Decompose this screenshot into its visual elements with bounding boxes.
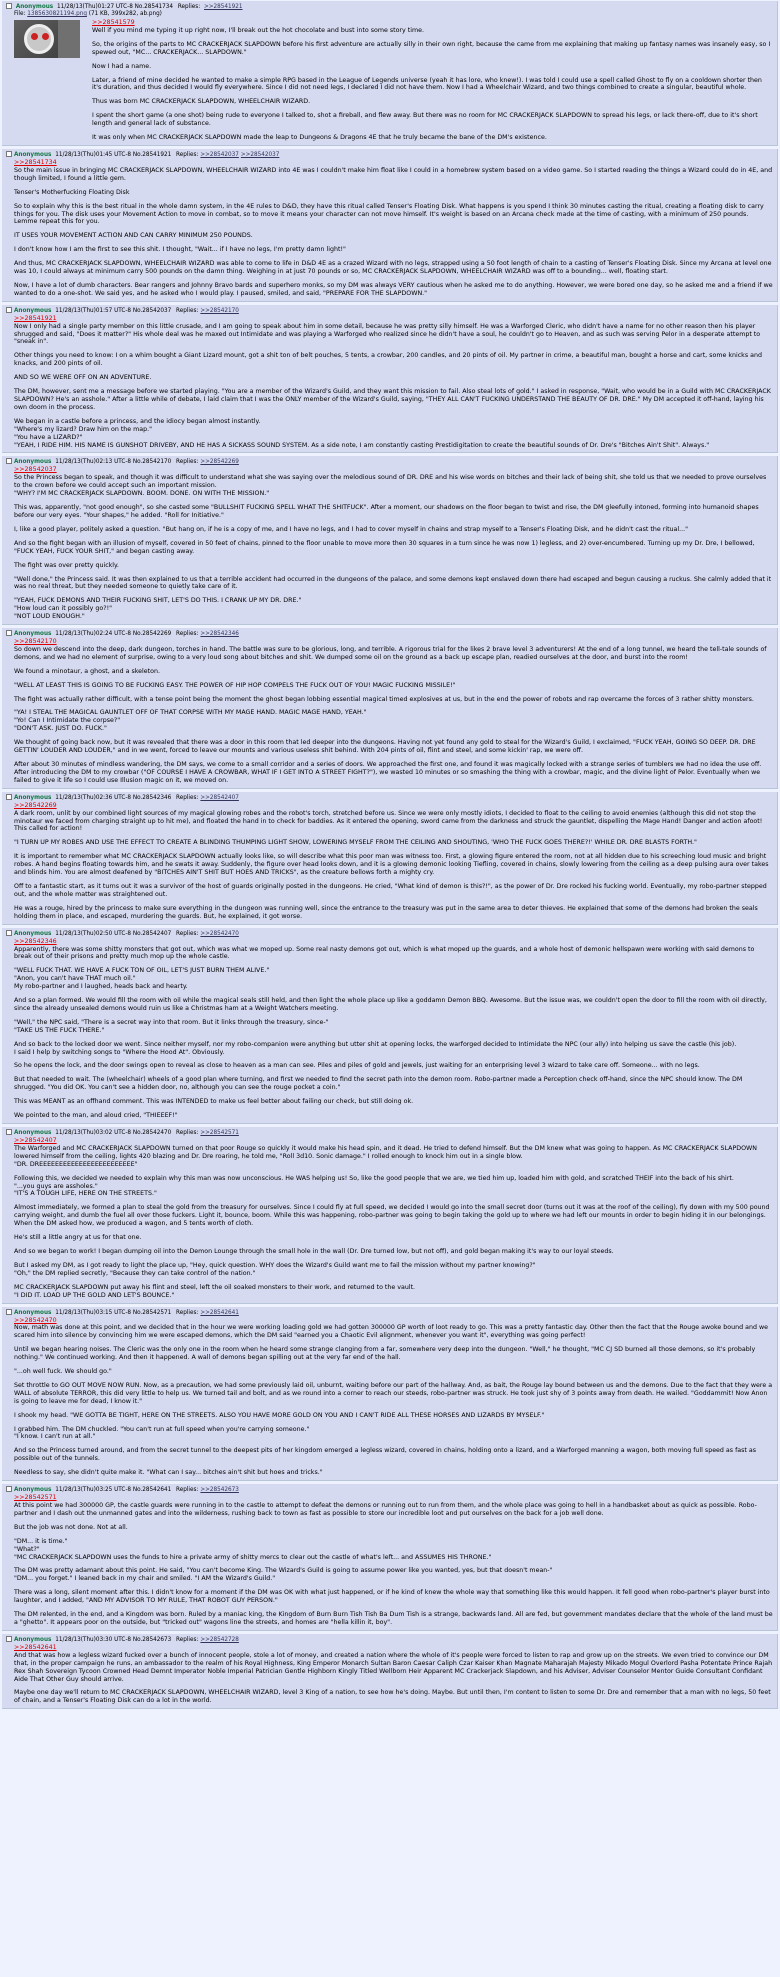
backlink[interactable]: >>28542037 (240, 151, 280, 158)
file-info (14, 11, 773, 18)
post-text-line: After about 30 minutes of mindless wandering, the DM says, we come to a small corridor and a series of doors. We approached the first one, and found it was magically locked with a strange series of tumblers we had no idea the use off. After introducing the DM to my crowbar ("OF COURSE I HAVE A CROWBAR, WHAT IF I GET INTO A STREET FIGHT?"), we wasted 10 minutes or so smashing the thing with a crowbar, magic, and the divine light of Pelor. Eventually when we failed to give it life so I could use Illusion magic on it, we moved on. (14, 761, 762, 784)
post-number[interactable]: No.28542571 (132, 1309, 172, 1316)
post-text-line: "You have a LIZARD?" (14, 433, 83, 441)
post-text-line: This was, apparently, "not good enough", so she casted some "BULLSHIT FUCKING SPELL WHAT THE SHITFUCK". After a moment, our shadows on the floor began to twist and rise, the DM gleefully intoned, forming into humanoid shapes before our very eyes. "Your shapes," he added. "Roll for Initiative." (14, 504, 759, 519)
replies-label: Replies: (176, 794, 199, 801)
backlink[interactable]: >>28542170 (200, 307, 239, 314)
post-paragraph (14, 739, 773, 755)
quote-link[interactable]: >>28541579 (92, 19, 135, 26)
post-text-line: And so a plan formed. We would fill the room with oil while the magical seals still held, and then light the whole place up like a goddamn Demon BBQ. Awesome. But the issue was, we couldn't open the door to fill the room with oil directly, since the already unsealed demons would ruin us like a Christmas ham at a Weight Watchers meeting. (14, 997, 767, 1012)
post-paragraph (14, 374, 773, 382)
post-text-line: "YEAH, I RIDE HIM. HIS NAME IS GUNSHOT DRIVEBY, AND HE HAS A SICKASS SOUND SYSTEM. As a side note, I am constantly casting Prestidigitation to create the beautiful sounds of Dr. Dre's "Bitches Ain't Shit". Always." (14, 441, 710, 449)
post-text-line: So the main issue in bringing MC CRACKERJACK SLAPDOWN, WHEELCHAIR WIZARD into 4E was I couldn't make him float like I could in a homebrew system based on a video game. So I started reading the things a Wizard could do in 4E, and though limited, I found a little gem. (14, 166, 773, 182)
post-text-line: "YEAH, FUCK DEMONS AND THEIR FUCKING SHIT, LET'S DO THIS. I CRANK UP MY DR. DRE." (14, 597, 302, 605)
replies-label: Replies: (176, 1130, 199, 1136)
post-text-line: "IT'S A TOUGH LIFE, HERE ON THE STREETS." (14, 1190, 157, 1198)
post-text-line: So he opens the lock, and the door swings open to reveal as close to heaven as a man can see. Piles and piles of gold and jewels, just waiting for an enterprising level 3 wizard to take care off. Someone... with no legs. (14, 1062, 700, 1070)
post-paragraph (14, 1062, 773, 1070)
post-text-line: Now I had a name. (92, 62, 152, 70)
quote-link[interactable]: >>28541734 (14, 158, 57, 166)
post-text-line: Well if you mind me typing it up right now, I'll break out the hot chocolate and bust into some story time. (92, 26, 424, 34)
post-date: 11/28/13(Thu)01:57 UTC-8 (55, 307, 132, 314)
post-text-line: And so the Princess turned around, and from the secret tunnel to the deepest pits of her kingdom emerged a legless wizard, covered in chains, holding onto a lizard, and a Warforged manning a wagon, both moving full speed as fast as possible out of the tunnels. (14, 1447, 757, 1463)
post-text-line: We began in a castle before a princess, and the idiocy began almost instantly. (14, 417, 261, 425)
post-text-line: So, the origins of the parts to MC CRACKERJACK SLAPDOWN before his first adventure are actually silly in their own right, because the came from me explaining that making up fantasy names was insanely easy, so I spewed out, "MC... CRACKERJACK... SLAPDOWN." (92, 40, 771, 56)
post-text-line: Set throttle to GO OUT MOVE NOW RUN. Now, as a precaution, we had some previously laid oil, unburnt, waiting before our part of the hallway. And, as bait, the Rouge lay bound between us and the demons. Due to the fact that they were a WALL of absolute TERROR, this did very little to help us. We turned tail and bolt, and as we round into a corner to reach our steeds, robo-partner was struck. He took just shy of 3 points away from death. He wailed. "Goddammit! Now Anon is going to leave me for dead, I know it." (14, 1381, 773, 1405)
post-text-line: "I DID IT. LOAD UP THE GOLD AND LET'S BOUNCE." (14, 1291, 175, 1299)
thumbnail-background-stripe (58, 20, 80, 58)
backlink[interactable]: >>28542037 (200, 151, 239, 158)
post-text-line: And thus, MC CRACKERJACK SLAPDOWN, WHEELCHAIR WIZARD was able to come to life in D&D 4E as a crazed Wizard with no legs, strapped using a 50 foot length of chain to a casting of Tenser's Floating Disk. Since my Arcana at level one was 10, I could always at minimum carry 500 pounds on the damn thing. Weighing in at just 70 pounds or so, MC CRACKERJACK SLAPDOWN, WHEELCHAIR WIZARD was off to a bounding... well, floating start. (14, 260, 772, 276)
post-text-line: I spent the short game (a one shot) being rude to everyone I talked to, shot a fireball, and flew away. But there was no room for MC CRACKERJACK SLAPDOWN to spread his legs, or lack there-off, due to it's short length and general lack of substance. (92, 112, 758, 128)
post-text-line: "NOT LOUD ENOUGH." (14, 613, 85, 621)
post-text-line: He's still a little angry at us for that one. (14, 1234, 142, 1242)
post-paragraph (14, 853, 773, 877)
post-paragraph (14, 189, 773, 197)
post-text-line: Off to a fantastic start, as it turns out it was a survivor of the host of guards originally posted in the dungeons. He cried, "What kind of demon is this?!", as the power of Dr. Dre rocked his fucking world. Eventually, my robo-partner stepped out, and the whole matter was straightened out. (14, 882, 767, 898)
poster-name: Anonymous (14, 794, 52, 801)
post-body (92, 19, 773, 142)
post-header (6, 1309, 773, 1317)
post-number[interactable]: No.28542470 (132, 1130, 172, 1136)
backlink[interactable]: >>28542407 (200, 794, 239, 801)
post-text-line: "Oh," the DM replied secretly, "Because they can take control of the nation." (14, 1269, 256, 1277)
post-paragraph (14, 1589, 773, 1605)
post-select-checkbox[interactable] (6, 1129, 12, 1135)
file-link[interactable]: 1385630821194.png (27, 11, 87, 17)
replies-label: Replies: (176, 307, 199, 314)
post-text-line: And that was how a legless wizard fucked over a bunch of innocent people, stole a lot of money, and created a nation where the whole of it's people were forced to listen to rap and grow up on the streets. We even tried to convince our DM that, in the proper campaign he runs, an ambassador to the realm of his Royal Highness, King Emperor Monarch Sultan Baron Caesar Caliph Czar Kaiser Khan Magnate Maharajah Majesty Mikado Mogul Overlord Pasha Potentate Prince Rajah Rex Shah Sovereign Tycoon Crowned Head Demnt Imperator Noble Imperial Patrician Gentle Highborn Kingly Titled Wellborn Heir Apparent MC Crackerjack Slapdown, and his Adviser, Adviser Counselor Mentor Guide Consultant Confidant Aide That Other Guy should arrive. (14, 1651, 773, 1683)
backlink[interactable]: >>28542641 (200, 1309, 239, 1316)
replies-label: Replies: (176, 151, 199, 158)
post-paragraph (14, 1019, 773, 1035)
quote-link[interactable]: >>28541921 (14, 314, 57, 322)
post-text-line: Other things you need to know: I on a whim bought a Giant Lizard mount, got a shit ton of belt pouches, 5 tents, a crowbar, 200 candles, and 20 pints of oil. My partner in crime, a beautiful man, bought a horse and cart, some knicks and knacks, and 200 pints of oil. (14, 352, 762, 368)
quote-link[interactable]: >>28542571 (14, 1494, 57, 1502)
post-text-line: "WELL FUCK THAT. WE HAVE A FUCK TON OF OIL, LET'S JUST BURN THEM ALIVE." (14, 967, 270, 975)
post-text-line: Apparently, there was some shitty monsters that got out, which was what we moped up. Some real nasty demons got out, which is what moped up the guards, and a whole host of demonic hellspawn were working with said demons to break out of their prisons and pretty much mop up the whole castle. (14, 945, 755, 961)
post-text-line: The fight was over pretty quickly. (14, 561, 119, 569)
post-text-line: "...you guys are assholes." (14, 1182, 98, 1190)
backlink[interactable]: >>28542728 (200, 1636, 239, 1643)
post-number[interactable]: No.28542641 (132, 1487, 172, 1494)
poster-name: Anonymous (14, 1130, 52, 1136)
post-text-line: Needless to say, she didn't quite make it. "What can I say... bitches ain't shit but hoes and tricks." (14, 1469, 323, 1477)
reply-post (2, 628, 778, 789)
quote-link[interactable]: >>28542170 (14, 638, 57, 646)
post-paragraph (14, 1248, 773, 1256)
replies-label: Replies: (176, 631, 199, 638)
post-paragraph (14, 1098, 773, 1106)
post-paragraph (14, 682, 773, 690)
post-body (6, 159, 773, 298)
post-paragraph (14, 668, 773, 676)
post-paragraph (14, 260, 773, 276)
post-text-line: "...oh well fuck. We should go." (14, 1368, 112, 1376)
reply-post (2, 928, 778, 1124)
op-row (14, 19, 773, 142)
post-text-line: Now, I have a lot of dumb characters. Bear rangers and Johnny Bravo bards and superhero monks, so my DM was always VERY cautious when he asked me to do anything. However, we were bored one day, so he asked me and a friend if we wanted to do a one-shot. We said yes, and he asked who I would play. I paused, smiled, and said, "PREPARE FOR THE SLAPDOWN." (14, 281, 773, 297)
backlink[interactable]: >>28542673 (200, 1487, 239, 1494)
post-text-line: I, like a good player, politely asked a question. "But hang on, if he is a copy of me, and I have no legs, and I had to cover myself in chains and strap myself to a Tenser's Floating Disk, and he didn't cast the ritual..." (14, 525, 689, 533)
post-select-checkbox[interactable] (6, 307, 12, 313)
post-text-line: We pointed to the man, and aloud cried, "THIEEEF!" (14, 1112, 178, 1120)
post-text-line: It is important to remember what MC CRACKERJACK SLAPDOWN actually looks like, so will describe what this poor man was witness too. First, a glowing figure entered the room, not at all hidden due to his screeching loud music and bright robes. A hand begins floating towards him, and he swats it away. Suddenly, the figure over head looks down, and it is a glowing demonic looking Tiefling, covered in chains, slowly lowering from the ceiling as a deep pulsing aura over takes and blinds him. You are almost deafened by "BITCHES AIN'T SHIT BUT HOES AND TRICKS", as the creature bellows forth a mighty cry. (14, 853, 769, 877)
post-paragraph (92, 134, 773, 142)
post-text-line: This was MEANT as an offhand comment. This was INTENDED to make us feel better about failing our check, but still doing ok. (14, 1098, 414, 1106)
post-text-line: "I TURN UP MY ROBES AND USE THE EFFECT TO CREATE A BLINDING THUMPING LIGHT SHOW, LOWERING MYSELF FROM THE CEILING AND SHOUTING, 'WHO THE FUCK GOES THERE?!' WHILE DR. DRE BLASTS FORTH." (14, 839, 697, 847)
post-header (6, 1486, 773, 1494)
poster-name: Anonymous (14, 631, 52, 638)
replies-label: Replies: (176, 459, 199, 466)
reply-post (2, 305, 778, 454)
quote-link[interactable]: >>28542470 (14, 1316, 57, 1324)
post-date: 11/28/13(Thu)02:13 UTC-8 (55, 459, 132, 466)
post-text-line: I said I help by switching songs to "Where the Hood At". Obviously. (14, 1048, 225, 1056)
poster-name: Anonymous (14, 930, 52, 937)
post-paragraph (14, 1382, 773, 1406)
post-text-line: So down we descend into the deep, dark dungeon, torches in hand. The battle was sure to be glorious, long, and terrible. A rigorous trial for the likes 2 brave level 3 adventurers! At the end of a long tunnel, we heard the tell-tale sounds of demons, and we had no element of surprise, owing to a very loud song about bitches and shit. We dumped some oil on the ground as a back up escape plan, readied ourselves at the door, and burst into the room! (14, 645, 767, 661)
post-paragraph (14, 802, 773, 834)
post-paragraph (14, 1689, 773, 1705)
post-paragraph (14, 418, 773, 450)
post-number[interactable]: No.28542037 (132, 307, 172, 314)
replies-label: Replies: (177, 4, 201, 10)
quote-link[interactable]: >>28542346 (14, 937, 57, 945)
post-text-line: AND SO WE WERE OFF ON AN ADVENTURE. (14, 374, 152, 382)
post-paragraph (14, 246, 773, 254)
post-text-line: Later, a friend of mine decided he wanted to make a simple RPG based in the League of Legends universe (yeah it has lore, who knew!). I was told I could use a spell called Ghost to fly on a cooldown shorter then it's duration, and thus decided I would fly everywhere. Since I did not need legs, I declared I did not have them. Now I had a Wheelchair Wizard, and two things combined to create a singular, beautiful whole. (92, 76, 762, 92)
post-paragraph (14, 597, 773, 621)
post-paragraph (14, 967, 773, 991)
post-text-line: "WELL AT LEAST THIS IS GOING TO BE FUCKING EASY. THE POWER OF HIP HOP COMPELS THE FUCK OUT OF YOU! MAGIC FUCKING MISSILE!" (14, 681, 456, 689)
post-paragraph (14, 388, 773, 412)
post-paragraph (14, 883, 773, 899)
post-date: 11/28/13(Thu)02:50 UTC-8 (55, 930, 132, 937)
post-paragraph (14, 1567, 773, 1583)
post-body (6, 466, 773, 621)
post-body (6, 1494, 773, 1627)
post-text-line: "DM... you forget." I leaned back in my chair and smiled. "I AM the Wizard's Guild." (14, 1575, 276, 1583)
post-header (6, 630, 773, 638)
post-paragraph (14, 1469, 773, 1477)
post-text-line: The fight was actually rather difficult, with a tense point being the moment the ghost began lobbing essential magical timed explosives at us, but in the end the power of robots and rap overcame the forces of 3 rather shitty monsters. (14, 695, 754, 703)
post-text-line: So the Princess began to speak, and though it was difficult to understand what she was saying over the melodious sound of DR. DRE and his wise words on bitches and their lack of being shit, she told us that we needed to prove ourselves to the crown before we could accept such an important mission. (14, 474, 767, 490)
post-number[interactable]: No.28542346 (132, 794, 172, 801)
post-text-line: There was a long, silent moment after this. I didn't know for a moment if the DM was OK with what just happened, or if he kind of knew the whole way that something like this would happen. It fell good when robo-partner's player burst into laughter, and I added, "AND MY ADVISOR TO MY RULE, THAT ROBOT GUY PERSON." (14, 1589, 770, 1605)
post-select-checkbox[interactable] (6, 151, 12, 157)
post-header (6, 458, 773, 466)
post-text-line: It was only when MC CRACKERJACK SLAPDOWN made the leap to Dungeons & Dragons 4E that he truly became the bane of the DM's existence. (92, 134, 547, 142)
backlink[interactable]: >>28541921 (204, 4, 243, 10)
backlink[interactable]: >>28542346 (200, 631, 239, 638)
post-text-line: "I know. I can't run at all." (14, 1433, 96, 1441)
post-paragraph (14, 761, 773, 785)
post-text-line: "YA! I STEAL THE MAGICAL GAUNTLET OFF OF THAT CORPSE WITH MY MAGE HAND. MAGIC MAGE HAND, YEAH." (14, 709, 367, 717)
backlink[interactable]: >>28542571 (200, 1130, 239, 1136)
post-header (6, 151, 773, 159)
poster-name: Anonymous (14, 1636, 52, 1643)
post-text-line: We found a minotaur, a ghost, and a skeleton. (14, 667, 160, 675)
post-paragraph (14, 997, 773, 1013)
post-paragraph (14, 1538, 773, 1562)
reply-post (2, 1484, 778, 1631)
post-paragraph (14, 1611, 773, 1627)
post-number[interactable]: No.28541734 (134, 4, 174, 10)
poster-name: Anonymous (14, 1309, 52, 1316)
post-paragraph (14, 1204, 773, 1228)
post-text-line: "TAKE US THE FUCK THERE." (14, 1026, 105, 1034)
post-date: 11/28/13(Thu)02:24 UTC-8 (55, 631, 132, 638)
post-date: 11/28/13(Thu)02:36 UTC-8 (55, 794, 132, 801)
post-text-line: But the job was not done. Not at all. (14, 1523, 128, 1531)
post-paragraph (14, 562, 773, 570)
post-date: 11/28/13(Thu)03:02 UTC-8 (55, 1130, 132, 1136)
post-paragraph (92, 98, 773, 106)
post-paragraph (92, 41, 773, 57)
post-text-line: My robo-partner and I laughed, heads back and hearty. (14, 983, 188, 991)
post-number[interactable]: No.28542673 (132, 1636, 172, 1643)
post-text-line: Until we began hearing noises. The Cleric was the only one in the room when he heard some strange clanging from a far, somewhere very deep into the dungeon. "Well," he thought, "MC CJ SD burned all those demons, so it's probably nothing." We continued working. And then it happened. A wall of demons began spilling out at the very far end of the hall. (14, 1346, 756, 1362)
post-header (6, 3, 773, 11)
post-text-line: "DON'T ASK. JUST DO. FUCK." (14, 725, 107, 733)
replies-label: Replies: (176, 1487, 199, 1494)
post-body (6, 802, 773, 921)
post-paragraph (14, 709, 773, 733)
post-paragraph (14, 839, 773, 847)
post-date: 11/28/13(Thu)01:27 UTC-8 (57, 4, 133, 10)
post-paragraph (14, 315, 773, 347)
post-header (6, 1129, 773, 1137)
post-text-line: "WHY? I'M MC CRACKERJACK SLAPDOWN. BOOM. DONE. ON WITH THE MISSION." (14, 490, 270, 498)
thumbnail-disc (24, 24, 54, 54)
post-paragraph (14, 576, 773, 592)
reply-post (2, 456, 778, 625)
reply-post (2, 1127, 778, 1304)
replies-container (0, 149, 780, 1709)
post-text-line: At this point we had 300000 GP, the castle guards were running in to the castle to attempt to defeat the demons or running out to run from them, and the whole place was going to hell in a handbasket about as quick as possible. Robo-partner and I dash out the unmanned gates and into the wilderness, rushing back to town as fast as possible to store our incredible loot and put ourselves on the back for a job well done. (14, 1502, 757, 1517)
post-select-checkbox[interactable] (6, 1636, 12, 1642)
post-text-line: Tenser's Motherfucking Floating Disk (14, 188, 130, 196)
post-paragraph (14, 203, 773, 227)
post-select-checkbox[interactable] (6, 630, 12, 636)
post-body (6, 1137, 773, 1300)
post-paragraph (14, 159, 773, 183)
post-paragraph (92, 112, 773, 128)
post-date: 11/28/13(Thu)01:45 UTC-8 (55, 151, 132, 158)
post-text-line: But that needed to wait. The (wheelchair) wheels of a good plan where turning, and first we needed to find the secret path into the demon room. Robo-partner made a Perception check off-hand, since the NPC should know. The DM shrugged. "You did OK. You can't see a hidden door, no, although you can see the rouge pocket a coin." (14, 1076, 743, 1092)
post-body (6, 638, 773, 785)
poster-name: Anonymous (14, 1487, 52, 1494)
post-paragraph (14, 1494, 773, 1518)
post-text-line: "Where's my lizard? Draw him on the map." (14, 425, 153, 433)
post-select-checkbox[interactable] (6, 458, 12, 464)
quote-link[interactable]: >>28542037 (14, 466, 57, 474)
post-text-line: IT USES YOUR MOVEMENT ACTION AND CAN CARRY MINIMUM 250 POUNDS. (14, 232, 253, 240)
backlink[interactable]: >>28542269 (200, 459, 239, 466)
post-text-line: Now I only had a single party member on this little crusade, and I am going to speak about him in some detail, because he was pretty silly himself. He was a Warforged Cleric, who didn't have a name for no other reason then his player shrugged and said, "Does it matter?" His whole deal was he maxed out Intimidate and was playing a Warforged who realized since he didn't have a soul, he couldn't go to Heaven, and as such was serving Pelor in a desperate attempt to "sneak in". (14, 322, 761, 346)
post-text-line: He was a rouge, hired by the princess to make sure everything in the dungeon was running well, since the entrance to the treasury was put in the same area to deter thieves. He explained that some of the demons had broken the seals holding them in place, and escaped, murdering the guards. But, he explained, it got worse. (14, 904, 758, 920)
post-paragraph (14, 1447, 773, 1463)
poster-name: Anonymous (14, 459, 52, 466)
post-paragraph (14, 1137, 773, 1169)
post-header (6, 307, 773, 315)
post-paragraph (14, 504, 773, 520)
post-paragraph (14, 1284, 773, 1300)
post-text-line: "Well done," the Princess said. It was then explained to us that a terrible accident had occurred in the dungeons of the palace, and some demons kept enslaved down there had escaped and begun causing a ruckus. She calmly added that it was no real threat, but they needed someone to quietly take care of it. (14, 575, 772, 591)
post-paragraph (14, 938, 773, 962)
replies-label: Replies: (176, 930, 199, 937)
post-number[interactable]: No.28542407 (132, 930, 172, 937)
post-text-line: And so we began to work! I began dumping oil into the Demon Lounge through the small hole in the wall (Dr. Dre turned low, but not off), and gold began making it's way to our loyal steeds. (14, 1247, 614, 1255)
post-text-line: The DM, however, sent me a message before we started playing. "You are a member of the Wizard's Guild, and they want this mission to fail. Also steal lots of gold." I asked in response, "Wait, who would be in a Guild with MC CRACKERJACK SLAPDOWN? He's an asshole." After a little while of debate, I laid claim that I was the ONLY member of the Wizard's Guild, saying, "THEY ALL CAN'T FUCKING UNDERSTAND THE BEAUTY OF DR. DRE." My DM accepted it off-hand, laying his own doom in the process. (14, 388, 771, 411)
post-paragraph (14, 1368, 773, 1376)
file-label: File: (14, 11, 26, 17)
post-paragraph (14, 1175, 773, 1199)
post-paragraph (14, 352, 773, 368)
post-paragraph (14, 1317, 773, 1341)
file-meta: (71 KB, 399x282, ab.png) (88, 11, 162, 17)
post-date: 11/28/13(Thu)03:15 UTC-8 (55, 1309, 132, 1316)
post-paragraph (14, 1262, 773, 1278)
quote-link[interactable]: >>28542269 (14, 801, 57, 809)
post-paragraph (92, 63, 773, 71)
post-paragraph (14, 540, 773, 556)
post-paragraph (14, 696, 773, 704)
post-text-line: So to explain why this is the best ritual in the whole damn system, in the 4E rules to D&D, they have this ritual called Tenser's Floating Disk. What happens is you spend I think 30 minutes casting the ritual, creating a floating disk to carry things for you. The disk uses your Movement Action to move in combat, so to move it means your character can not move himself. It's weight is based on an Arcana check made at the time of casting, with a minimum of 250 pounds. Lemme repeat this for you. (14, 202, 764, 226)
post-text-line: Following this, we decided we needed to explain why this man was now unconscious. He WAS helping us! So, like the good people that we are, we tied him up, loaded him with gold, and scratched THEIF into the back of his shirt. (14, 1174, 734, 1182)
post-paragraph (14, 1524, 773, 1532)
post-text-line: Thus was born MC CRACKERJACK SLAPDOWN, WHEELCHAIR WIZARD. (92, 98, 311, 106)
reply-post (2, 1634, 778, 1709)
post-select-checkbox[interactable] (6, 794, 12, 800)
post-paragraph (92, 77, 773, 93)
post-text-line: MC CRACKERJACK SLAPDOWN put away his flint and steel, left the oil soaked monsters to their work, and returned to the vault. (14, 1283, 416, 1291)
thumbnail-eye-left (31, 33, 38, 40)
post-text-line: We thought of going back now, but it was revealed that there was a door in this room that led deeper into the dungeons. Having not yet found any gold to steal for the Wizard's Guild, I exclaimed, "FUCK YEAH, GOING SO DEEP. DR. DRE GETTIN' LOUDER AND LOUDER," and in we went, forced to leave our mounts and various useless shit behind. With 204 pints of oil, flint and steel, and some kickin' rap, we were off. (14, 739, 756, 755)
post-text-line: "DM... it is time." (14, 1537, 68, 1545)
reply-post (2, 792, 778, 925)
post-text-line: Now, math was done at this point, and we decided that in the hour we were working loading gold we had gotten 300000 GP worth of loot ready to go. This was a pretty fantastic day. Other then the fact that the Rouge awoke bound and we scared him into silence by convincing him we were escaped demons, which the DM said "earned you a Chaotic Evil alignment, whenever you want it", everything was going perfect! (14, 1324, 768, 1340)
post-select-checkbox[interactable] (6, 1309, 12, 1315)
post-number[interactable]: No.28541921 (132, 151, 172, 158)
post-text-line: And so the fight began with an illusion of myself, covered in 50 feet of chains, pinned to the floor unable to move more then 30 squares in a turn since he was now 1) legless, and 2) over-encumbered. Turning up my Dr. Dre, I bellowed, "FUCK YEAH, FUCK YOUR SHIT," and began casting away. (14, 539, 755, 555)
post-paragraph (14, 638, 773, 662)
poster-name: Anonymous (14, 307, 52, 314)
post-body (6, 1317, 773, 1478)
post-paragraph (14, 1112, 773, 1120)
post-paragraph (14, 1644, 773, 1684)
post-text-line: Maybe one day we'll return to MC CRACKERJACK SLAPDOWN, WHEELCHAIR WIZARD, level 3 King of a nation, to see how he's doing. Maybe. But until then, I'm content to listen to some Dr. Dre and remember that a man with no legs, 50 feet of chain, and a Tenser's Floating Disk can do a lot in the world. (14, 1689, 771, 1705)
post-number[interactable]: No.28542269 (132, 631, 172, 638)
post-header (6, 930, 773, 938)
post-paragraph (14, 1426, 773, 1442)
post-text-line: I grabbed him. The DM chuckled. "You can't run at full speed when you're carrying someone." (14, 1425, 310, 1433)
post-text-line: "Well," the NPC said, "There is a secret way into that room. But it links through the treasury, since-" (14, 1018, 329, 1026)
post-text-line: And so back to the locked door we went. Since neither myself, nor my robo-companion were anything but utter shit at opening locks, the warforged decided to Intimidate the NPC (our ally) into helping us save the castle (his job). (14, 1040, 737, 1048)
post-paragraph (14, 526, 773, 534)
post-text-line: "DR. DREEEEEEEEEEEEEEEEEEEEEEEE" (14, 1160, 138, 1168)
thumbnail-eye-right (42, 33, 49, 40)
post-text-line: Almost immediately, we formed a plan to steal the gold from the treasury for ourselves. Since I could fly at full speed, we decided I would go into the small secret door (turns out it was at the roof of the ceiling), fly down with my 500 pound carrying weight, and dumb the fuel all over those fuckers. Light it, bounce, boom. While this was happening, robo-partner was going to begin taking the gold up to where we had left our mounts in order to begin hiding it in our belongings. When the DM asked how, we produced a wagon, and 5 tents worth of cloth. (14, 1204, 770, 1228)
post-paragraph (14, 282, 773, 298)
post-number[interactable]: No.28542170 (132, 459, 172, 466)
post-paragraph (14, 1234, 773, 1242)
reply-post (2, 1307, 778, 1482)
post-date: 11/28/13(Thu)03:30 UTC-8 (55, 1636, 132, 1643)
replies-label: Replies: (176, 1309, 199, 1316)
post-paragraph (14, 1346, 773, 1362)
post-select-checkbox[interactable] (6, 3, 12, 9)
post-body (6, 315, 773, 450)
post-text-line: A dark room, unlit by our combined light sources of my magical glowing robes and the robot's torch, stretched before us. Since we were only mostly idiots, I decided to float to the ceiling to avoid enemies (although this did not stop the minotaur we faced from charging straight up to hit me), and floated the hand in to check for baddies. As it entered the opening, sword came from the darkness and struck the gauntlet, dispelling the Mage Hand! Danger and action afoot! This called for action! (14, 809, 763, 833)
op-post (2, 1, 778, 146)
post-paragraph (14, 1076, 773, 1092)
post-paragraph (92, 19, 773, 35)
post-text-line: I don't know how I am the first to see this shit. I thought, "Wait... if I have no legs, I'm pretty damn light!" (14, 246, 346, 254)
post-paragraph (14, 1041, 773, 1057)
post-text-line: The DM was pretty adamant about this point. He said, "You can't become King. The Wizard's Guild is going to assume power like you wanted, yes, but that doesn't mean-" (14, 1567, 553, 1575)
poster-name: Anonymous (14, 151, 52, 158)
post-text-line: "MC CRACKERJACK SLAPDOWN uses the funds to hire a private army of shitty mercs to clear out the castle of what's left... and ASSUMES HIS THRONE." (14, 1553, 492, 1561)
quote-link[interactable]: >>28542641 (14, 1643, 57, 1651)
post-text-line: "What?" (14, 1545, 40, 1553)
post-paragraph (14, 232, 773, 240)
poster-name: Anonymous (15, 4, 54, 10)
post-image-thumbnail[interactable] (14, 20, 80, 58)
post-header (6, 794, 773, 802)
post-text-line: "Anon, you can't have THAT much oil." (14, 975, 136, 983)
post-text-line: But I asked my DM, as I got ready to light the place up, "Hey, quick question. WHY does the Wizard's Guild want me to fail the mission without my partner knowing?" (14, 1261, 536, 1269)
quote-link[interactable]: >>28542407 (14, 1137, 57, 1144)
post-body (6, 938, 773, 1120)
backlink[interactable]: >>28542470 (200, 930, 239, 937)
post-paragraph (14, 1412, 773, 1420)
post-paragraph (14, 466, 773, 498)
replies-label: Replies: (176, 1636, 199, 1643)
post-text-line: "How loud can it possibly go?!" (14, 605, 113, 613)
post-select-checkbox[interactable] (6, 1486, 12, 1492)
reply-post (2, 149, 778, 302)
post-text-line: The Warforged and MC CRACKERJACK SLAPDOWN turned on that poor Rouge so quickly it would make his head spin, and it dead. He tried to defend himself. But the DM knew what was going to happen. As MC CRACKERJACK SLAPDOWN lowered himself from the ceiling, lights 420 blazing and Dr. Dre roaring, he told me, "Roll 3d10. Sonic damage." I rolled enough to knock him out in a single blow. (14, 1144, 757, 1160)
post-date: 11/28/13(Thu)03:25 UTC-8 (55, 1487, 132, 1494)
post-text-line: "Yo! Can I Intimidate the corpse?" (14, 717, 121, 725)
post-paragraph (14, 905, 773, 921)
post-header (6, 1636, 773, 1644)
post-select-checkbox[interactable] (6, 930, 12, 936)
post-text-line: I shook my head. "WE GOTTA BE TIGHT, HERE ON THE STREETS. ALSO YOU HAVE MORE GOLD ON YOU AND I CAN'T RIDE ALL THESE HORSES AND LIZARDS BY MYSELF." (14, 1411, 545, 1419)
post-body (6, 1644, 773, 1705)
post-text-line: The DM relented, in the end, and a Kingdom was born. Ruled by a maniac king, the Kingdom of Burn Burn Tish Tish Ba Dum Tish is a strange, backwards land. All are fed, but government mandates declare that the whole of the land must be a "ghetto". It appears poor on the outside, but "tricked out" wagons line the streets, and homes are "hella killin it, boy". (14, 1611, 773, 1626)
